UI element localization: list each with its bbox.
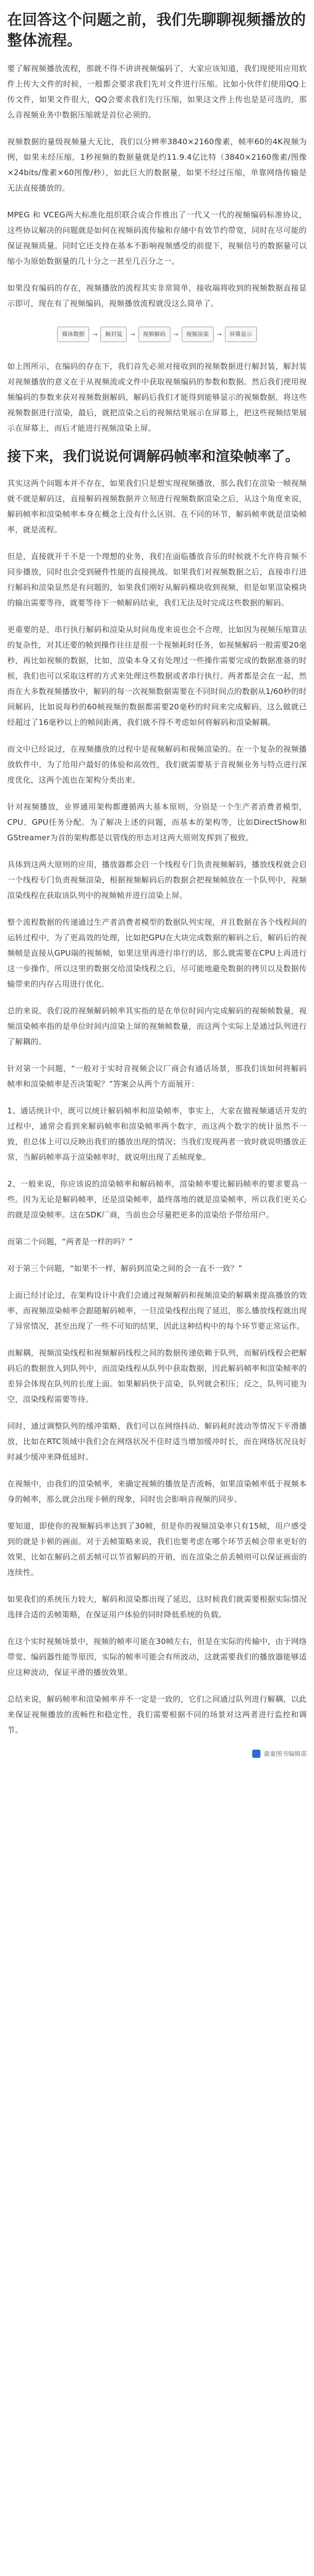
paragraph: 1、通话统计中，既可以统计解码帧率和渲染帧率，事实上，大家在做视频通话开发的过程中，通常会看到来解码帧率和渲染帧率两个数字，而这两个数字的统计虽然不一致，但总体上可以反映出我们的播放出现的情况；当我们发现两者一致时就说明播放正常，当解码帧率高于渲染帧率时，就说明出现了丢帧现象。 — [7, 1106, 307, 1162]
brand-logo-icon — [252, 1750, 260, 1758]
playback-flow-diagram — [7, 323, 307, 346]
paragraph: 对于第三个问题，“如果不一样，解码到渲染之间的会一直不一致？” — [7, 1264, 242, 1273]
flow-node-decode: 视频解码 — [138, 327, 170, 342]
paragraph: 上面已经讨论过，在架构设计中我们会通过视频解码和视频渲染的解耦来提高播放的效率，而视频渲染帧率会跟随解码帧率，一旦渲染线程出现了延迟，那么播放线程就出现了异常情况，甚至出现了一些不可知的结果，因此这种结构中的每个环节要正常运作。 — [7, 1291, 307, 1331]
paragraph: 在这个实时视频场景中，视频的帧率可能在30帧左右，但是在实际的传输中，由于网络带宽、编码器性能等原因，实际的帧率可能会有所波动，这就需要我们的播放器能够适应这种波动，保证平滑的播放效果。 — [7, 1637, 307, 1677]
paragraph: 更重要的是，串行执行解码和渲染从时间角度来说也会不合理，比如因为视频压缩算法的复杂性，对其还要的帧到操作往往是很一个视频耗时任务，如视频解码一般需要20毫秒，再比如视频的数据，比如，渲染本身又有处理过一些操作需要完成的数据准备的时候，我们也可以采取这样的方式来处理这些数据或者串行执行。两者都是会在一起，然而在大多数视频播放中，解码的每一次视频数据需要在不同时间点的数据从1/60秒的时间解码，比如说每秒的60帧视频的数据都需要20毫秒的时间来完成解码，这么做就已经超过了16毫秒以上的帧间距离，我们就不得不考虑如何将解码和渲染解耦。 — [7, 625, 307, 727]
paragraph: 其实这两个问题本并不存在，如果我们只是想实现视频播放，那么我们在渲染一帧视频就不就是解码这，直接解码视频数据并立刻进行视频数据渲染之后，从这个角度来说，解码帧率和渲染帧率本身在概念上没有什么区别。在不同的环节，解码帧率就是渲染帧率，就是流程。 — [7, 479, 307, 534]
paragraph: 如果没有编码的存在，视频播放的流程其实非常简单，接收端将收到的视频数据直接显示即可，现在有了视频编码，视频播放流程就没这么简单了。 — [7, 283, 307, 308]
arrow-right-icon: → — [216, 331, 222, 338]
paragraph: 总的来说，我们说的视频解码帧率其实指的是在单位时间内完成解码的视频帧数量，视频渲染帧率指的是单位时间内渲染上屏的视频帧数量，而这两个实际上是通过队列进行了解耦的。 — [7, 1006, 307, 1046]
paragraph: 要知道，即使你的视频解码率达到了30帧，但是你的视频渲染率只有15帧，用户感受到的就是卡顿的画面。对于丢帧策略来说，我们也要考虑在哪个环节丢帧会带来更好的效果，比如在解码之前丢帧可以节省解码的开销，而在渲染之前丢帧则可以保证画面的连续性。 — [7, 1521, 307, 1577]
paragraph: 在视频中，由我们的渲染帧率，来确定视频的播放是否流畅，如果渲染帧率低于视频本身的帧率，那么就会出现卡顿的现象，同时也会影响音视频的同步。 — [7, 1479, 307, 1504]
brand-name: 童童图书编辑部 — [263, 1750, 307, 1757]
flow-node-demux: 解封装 — [100, 327, 127, 342]
paragraph: 如果我们的系统压力较大，解码和渲染都出现了延迟，这时候我们就需要根据实际情况选择合适的丢帧策略，在保证用户体验的同时降低系统的负载。 — [7, 1595, 307, 1619]
article-title: 在回答这个问题之前，我们先聊聊视频播放的整体流程。 — [7, 11, 306, 49]
paragraph: 总结来说，解码帧率和渲染帧率并不一定是一致的，它们之间通过队列进行解耦，以此来保证视频播放的流畅性和稳定性，我们需要根据不同的场景对这两者进行监控和调节。 — [7, 1694, 307, 1735]
paragraph: 要了解视频播放流程，那就不得不讲讲视频编码了，大家应该知道，我们现使用应用软件上传大文件的时候，一般都会要求我们先对文件进行压缩。比如小伙伴们使用QQ上传文件，如果文件很大，QQ会要求我们先行压缩，如果这文件上传也是是可选的，那么音视频业务中数据压缩就是首位必须的。 — [7, 64, 307, 120]
paragraph: 同时，通过调整队列的缓冲策略，我们可以在网络抖动、解码耗时波动等情况下平滑播放，比如在RTC领域中我们会在网络状况不佳时适当增加缓冲时长，而在网络状况良好时减少缓冲来降低延时。 — [7, 1421, 307, 1462]
paragraph: MPEG 和 VCEG两大标准化组织联合成合作推出了一代又一代的视频编码标准协议，这些协议解决的问题就是如何在视频码流传输和存储中有效节约带宽，同时在尽可能的保证视频质量。同时它还支持在基本不影响视频感受的前提下，视频信号的数据量可以缩小为原始数据量的几十分之一甚至几百分之一。 — [7, 210, 307, 266]
arrow-right-icon: → — [130, 331, 135, 338]
arrow-right-icon: → — [92, 331, 98, 338]
arrow-right-icon: → — [173, 331, 179, 338]
flow-node-display: 屏幕显示 — [225, 327, 257, 342]
paragraph: 而解耦，视频渲染线程和视频解码线程之间的数据传递依赖于队列，而解码线程会把解码后的数据放入到队列中，而渲染线程从队列中获取数据，因此解码帧率和渲染帧率的差异会体现在队列的长度上面。如果解码快于渲染，队列就会积压；反之，队列可能为空，渲染线程需要等待。 — [7, 1348, 307, 1404]
paragraph: 整个流程数据的传递通过生产者消费者模型的数据队列实现，并且数据在各个线程间的运转过程中，为了更高效的处理，比如把GPU在大块完成数据的解码之后，解码后的视频帧是直接从GPU端的视频帧，如果这里再进行串行的话，那么就需要在CPU上再进行这一步操作，所以这里的数据交给渲染线程之后，尽可能地避免数据的拷贝以及数据传输带来的内存占用进行优化。 — [7, 918, 307, 989]
paragraph: 但是，直接就开千不是一个理想的业务，我们在面临播放音乐的时候就不允许将音频不同步播放，同时也会受到硬件性能的直接挑战。如果我们对视频数据之后，直接串行进行解码和渲染显然是有问题的，如果我们刚好从解码模块收到视频，但是如果渲染模块的输出需要等待，就要等待下一帧解码结束，我们无法及时完成这些数据的解码。 — [7, 552, 307, 607]
flow-node-input: 媒体数据 — [57, 327, 89, 342]
paragraph: 针对第一个问题，“一般对于实时音视频会议厂商会有通话场景，那我们该如何将解码帧率和渲染帧率是否决策呢？”答案会从两个方面展开： — [7, 1064, 307, 1089]
section-heading: 接下来，我们说说何调解码帧率和渲染帧率了。 — [7, 449, 299, 465]
paragraph: 而文中已经说过，在视频播放的过程中是视频解码和视频渲染的。在一个复杂的视频播放软件中，为了给用户最好的体验和高效性，我们就需要基于音视频业务与特点进行深度优化，这两个流也在架构分类出来。 — [7, 744, 307, 785]
footer-brand — [7, 1749, 307, 1758]
flow-node-render: 视频渲染 — [182, 327, 214, 342]
paragraph: 具体到这两大原则的应用，播放器都会启一个线程专门负责视频解码，播放线程就会启一个线程专门负责视频渲染，根据视频解码后的数据会把视频帧放在一个队列中，视频渲染线程在获取该队列中的视频帧并进行渲染上屏。 — [7, 860, 307, 900]
paragraph: 视频数据的量级视频量大无比，我们以分辨率3840×2160像素，帧率60的4K视频为例，如果未经压缩，1秒视频的数据量就是约11.9.4亿比特（3840×2160像素/图像×24bits/像素×60图像/秒），如此巨大的数据量，如果不经过压缩，单靠网络传输是无法直接播放的。 — [7, 137, 307, 193]
paragraph: 2、一般来说，你应该说的渲染帧率和解码帧率，渲染帧率要比解码帧率的要求要高一些。因为无论是解码帧率，还是渲染帧率，最终落地的就是渲染帧率，所以我们更关心的就是渲染帧率。这在SDK厂商，当前也会尽量把更多的渲染给予带给用户。 — [7, 1179, 307, 1219]
paragraph: 而第二个问题，“两者是一样的吗？” — [7, 1237, 133, 1246]
paragraph: 针对视频播放，业界通用架构都遵循两大基本原则，分别是一个生产者消费者模型，CPU、GPU任务分配。为了解决上述的问题，而基本的架构等，比如DirectShow和GStreamer为首的架构都是以管线的形态对这两大原则发挥到了极致。 — [7, 802, 307, 842]
paragraph: 如上图所示，在编码的存在下，我们首先必须对接收到的视频数据进行解封装，解封装对视频播放的意义在于从视频流或文件中获取视频编码的参数和数据。然后我们使用视频编码的参数来获对视频数据解码，解码后我们才能得到能够显示的视频数据，将这些视频数据进行渲染，最后，就把渲染之后的视频结果展示在屏幕上，把这些视频结果展示在屏幕上，而后才能进行视频渲染上屏。 — [7, 362, 307, 433]
